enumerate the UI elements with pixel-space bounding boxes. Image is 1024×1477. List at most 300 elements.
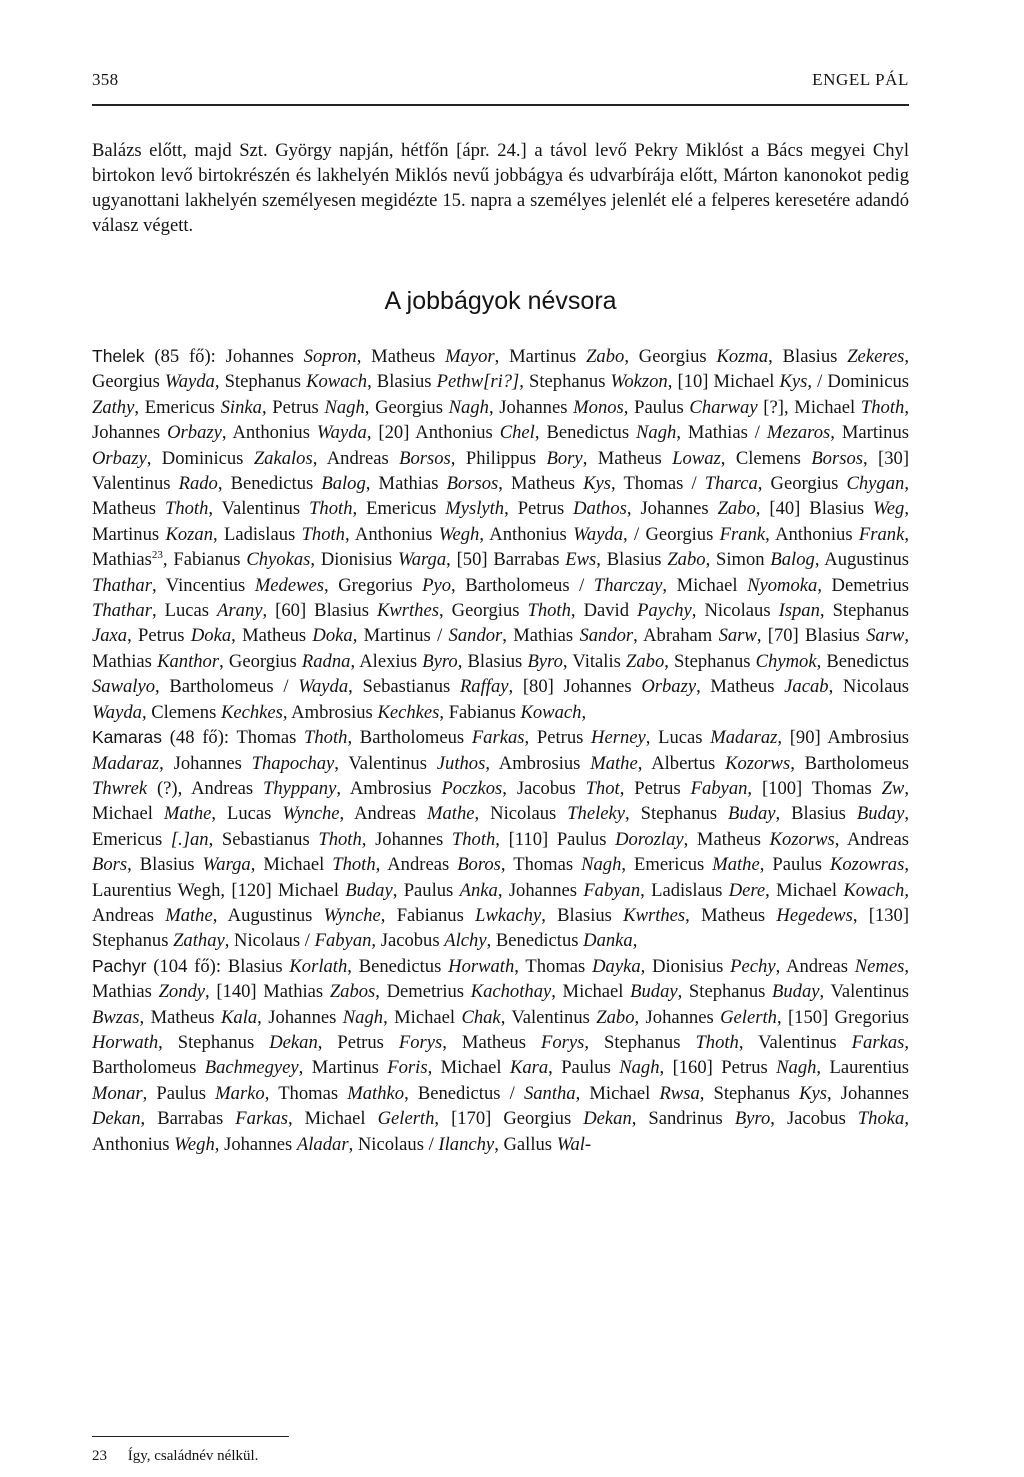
given-name-text: , Blasius: [768, 346, 848, 367]
given-name-text: , [80] Johannes: [508, 676, 642, 698]
given-name-text: (?), Andreas: [147, 777, 263, 799]
surname: Horwath: [92, 1031, 159, 1053]
given-name-text: , Ambrosius: [485, 752, 591, 774]
surname: Borsos: [811, 447, 863, 469]
surname: Thoth: [304, 727, 348, 749]
given-name-text: , Anthonius: [479, 523, 574, 545]
surname: Kozma: [716, 346, 769, 367]
given-name-text: , Matheus: [139, 1006, 221, 1028]
given-name-text: , Lucas: [645, 727, 711, 749]
given-name-text: , Thomas /: [611, 473, 705, 495]
surname: Sarw: [718, 625, 757, 647]
surname: Thoth: [309, 498, 353, 520]
surname: Wokzon: [610, 371, 668, 393]
given-name-text: , Stephanus: [584, 1031, 696, 1053]
given-name-text: , Ladislaus: [213, 523, 302, 545]
place-name: Pachyr: [92, 955, 147, 976]
surname: Kwrthes: [623, 904, 686, 926]
given-name-text: , Sebastianus: [208, 828, 319, 850]
given-name-text: , Benedictus: [347, 955, 449, 977]
surname: Sarw: [866, 625, 905, 647]
given-name-text: , Valentinus: [738, 1031, 852, 1053]
given-name-text: , Abraham: [633, 625, 719, 647]
surname: Warga: [202, 854, 251, 876]
surname: Chymok: [755, 650, 817, 672]
surname: Zakalos: [253, 447, 313, 469]
given-name-text: , Anthonius: [344, 523, 439, 545]
given-name-text: , Martinus: [830, 422, 909, 444]
surname: Buday: [630, 981, 678, 1003]
surname: Doka: [190, 625, 232, 647]
surname: Arany: [217, 600, 263, 622]
surname: Chygan: [846, 473, 905, 495]
given-name-text: , Emericus: [92, 803, 910, 850]
given-name-text: , Matheus: [231, 625, 313, 647]
entry-names: [92, 727, 909, 951]
surname: Rado: [178, 473, 218, 495]
surname: Kozorws: [769, 828, 835, 850]
surname: Nagh: [619, 1057, 660, 1079]
surname: Raffay: [459, 676, 509, 698]
given-name-text: , Petrus: [524, 727, 592, 749]
given-name-text: , Petrus: [127, 625, 191, 647]
given-name-text: , Georgius: [364, 396, 449, 418]
surname: Alchy: [444, 930, 487, 952]
surname: Jaxa: [92, 625, 128, 647]
given-name-text: , Emericus: [621, 854, 713, 876]
given-name-text: , Dionisius: [640, 955, 731, 977]
given-name-text: , Petrus: [504, 498, 574, 520]
given-name-text: , [90] Ambrosius: [777, 727, 909, 749]
given-name-text: , Michael: [575, 1082, 660, 1104]
given-name-text: , Paulus: [142, 1082, 216, 1104]
given-name-text: , Johannes: [214, 1133, 297, 1155]
given-name-text: , Michael: [765, 879, 844, 901]
surname: Ispan: [778, 600, 820, 622]
given-name-text: , Martinus: [92, 498, 909, 545]
surname: Madaraz: [710, 727, 778, 749]
given-name-text: , Thomas: [514, 955, 593, 977]
surname: Kozan: [165, 523, 213, 545]
place-name: Kamaras: [92, 727, 163, 748]
surname: Kozowras: [829, 854, 905, 876]
given-name-text: , Johannes: [257, 1006, 343, 1028]
surname: Ilanchy: [438, 1133, 495, 1155]
given-name-text: , Matheus: [92, 473, 909, 520]
surname: Zabo: [596, 1006, 635, 1028]
given-name-text: , Stephanus: [677, 981, 773, 1003]
given-name-text: , Stephanus: [819, 600, 910, 622]
surname: Buday: [345, 879, 393, 901]
surname: Nagh: [776, 1057, 817, 1079]
surname: Charway: [689, 396, 758, 418]
surname: Monos: [573, 396, 624, 418]
surname: Tharca: [704, 473, 758, 495]
surname: Boros: [457, 854, 501, 876]
given-name-text: , Laurentius: [816, 1057, 909, 1079]
surname: Myslyth: [445, 498, 505, 520]
given-name-text: , Vitalis: [562, 650, 627, 672]
given-name-text: , Matheus: [356, 346, 446, 367]
given-name-text: , Andreas: [312, 447, 400, 469]
given-name-text: , Clemens: [141, 701, 221, 723]
surname: Nyomoka: [747, 574, 818, 596]
given-name-text: , Anthonius: [765, 523, 859, 545]
surname: Doka: [312, 625, 353, 647]
surname: Sopron: [303, 346, 357, 367]
surname: Kachothay: [470, 981, 552, 1003]
given-name-text: , Blasius: [367, 371, 437, 393]
given-name-text: , Michael: [383, 1006, 462, 1028]
given-name-text: ,: [581, 701, 587, 723]
surname: Kys: [583, 473, 612, 495]
surname: Byro: [734, 1108, 771, 1130]
given-name-text: , Nicolaus: [828, 676, 909, 698]
surname: Bachmegyey: [204, 1057, 299, 1079]
given-name-text: , / Georgius: [623, 523, 720, 545]
given-name-text: , Stephanus: [214, 371, 307, 393]
given-name-text: , Johannes: [361, 828, 452, 850]
surname: Santha: [523, 1082, 576, 1104]
surname: Wegh: [438, 523, 480, 545]
surname: Tharczay: [593, 574, 663, 596]
surname: Thoth: [332, 854, 376, 876]
given-name-text: , [10] Michael: [667, 371, 780, 393]
surname: Zathy: [92, 396, 135, 418]
given-name-text: , Dionisius: [310, 549, 398, 571]
surname: Farkas: [851, 1031, 905, 1053]
given-name-text: , Clemens: [720, 447, 812, 469]
surname: Horwath: [448, 955, 515, 977]
surname: Aladar: [296, 1133, 349, 1155]
given-name-text: , Georgius: [624, 346, 717, 367]
surname: Kozorws: [725, 752, 791, 774]
surname: Wynche: [282, 803, 340, 825]
given-name-text: , Johannes: [634, 1006, 721, 1028]
surname: Kys: [799, 1082, 828, 1104]
given-name-text: , Johannes: [497, 879, 584, 901]
surname: Kechkes: [220, 701, 283, 723]
surname: Pechy: [730, 955, 776, 977]
surname: Ews: [565, 549, 597, 571]
surname: Jacab: [784, 676, 829, 698]
surname: Mathe: [427, 803, 475, 825]
running-head: [92, 70, 909, 94]
surname: Thwrek: [92, 777, 148, 799]
surname: Mayor: [445, 346, 495, 367]
surname: Orbazy: [641, 676, 697, 698]
given-name-text: , Matheus: [582, 447, 673, 469]
surname: Thoth: [695, 1031, 739, 1053]
surname: Borsos: [446, 473, 499, 495]
surname: Wayda: [92, 701, 142, 723]
surname: Sinka: [220, 396, 262, 418]
given-name-text: , Ladislaus: [640, 879, 729, 901]
surname: Kanthor: [157, 650, 220, 672]
surname: Thoth: [860, 396, 905, 418]
surname: Zabos: [329, 981, 376, 1003]
surname: Nagh: [448, 396, 489, 418]
given-name-text: , Andreas: [339, 803, 428, 825]
given-name-text: , Philippus: [450, 447, 547, 469]
surname: Wal-: [556, 1133, 592, 1155]
given-name-text: , Simon: [705, 549, 771, 571]
surname: Nagh: [324, 396, 365, 418]
given-name-text: Thomas: [229, 727, 305, 749]
given-name-text: , Mathias: [92, 523, 909, 571]
surname: Orbazy: [92, 447, 147, 469]
person-count: (104 fő):: [153, 955, 222, 977]
surname: Foris: [387, 1057, 428, 1079]
given-name-text: , [70] Blasius: [756, 625, 867, 647]
surname: Kowach: [306, 371, 368, 393]
given-name-text: , Jacobus: [502, 777, 586, 799]
given-name-text: , Johannes: [92, 396, 909, 444]
surname: Bors: [92, 854, 128, 876]
surname: Thyppany: [262, 777, 337, 799]
surname: Buday: [856, 803, 905, 825]
surname: Thathar: [92, 600, 152, 622]
given-name-text: , Ambrosius: [282, 701, 378, 723]
surname: Wayda: [298, 676, 349, 698]
given-name-text: , Blasius: [775, 803, 857, 825]
surname: Mathe: [165, 904, 213, 926]
given-name-text: [?], Michael: [757, 396, 861, 418]
surname: Balog: [770, 549, 815, 571]
surname: Dekan: [269, 1031, 318, 1053]
surname: Mathe: [712, 854, 760, 876]
given-name-text: , [30] Valentinus: [92, 447, 910, 495]
surname: Kara: [509, 1057, 549, 1079]
footnote-ref: 23: [151, 549, 163, 562]
given-name-text: , Sandrinus: [631, 1108, 735, 1130]
given-name-text: , Nicolaus: [691, 600, 779, 622]
surname: Thoth: [451, 828, 496, 850]
surname: Zekeres: [847, 346, 905, 367]
surname: Thathar: [92, 574, 152, 596]
surname: Herney: [591, 727, 646, 749]
surname: Sawalyo: [92, 676, 156, 698]
given-name-text: , Matheus: [498, 473, 584, 495]
given-name-text: , Augustinus: [814, 549, 909, 571]
entry-paragraph-1: [92, 725, 909, 954]
surname: Fabyan: [690, 777, 748, 799]
surname: Poczkos: [441, 777, 503, 799]
surname: Hegedews: [776, 904, 853, 926]
given-name-text: , [150] Gregorius: [776, 1006, 909, 1028]
given-name-text: , Bartholomeus: [347, 727, 472, 749]
given-name-text: , Jacobus: [371, 930, 445, 952]
given-name-text: , Fabianus: [439, 701, 521, 723]
given-name-text: , Matheus: [683, 828, 770, 850]
surname: Kala: [221, 1006, 258, 1028]
given-name-text: , Benedictus /: [404, 1082, 524, 1104]
given-name-text: , [100] Thomas: [747, 777, 882, 799]
place-name: Thelek: [92, 346, 145, 366]
given-name-text: , Mathias: [502, 625, 580, 647]
given-name-text: , Benedictus: [816, 650, 910, 672]
surname: Zondy: [158, 981, 206, 1003]
surname: Dayka: [592, 955, 641, 977]
given-name-text: , Bartholomeus /: [451, 574, 594, 596]
surname: Byro: [527, 650, 563, 672]
surname: Mathe: [590, 752, 638, 774]
surname: Fabyan: [583, 879, 641, 901]
given-name-text: , Georgius: [757, 473, 847, 495]
surname: Sandor: [448, 625, 503, 647]
given-name-text: , Martinus: [494, 346, 587, 367]
surname: Frank: [719, 523, 766, 545]
given-name-text: , Paulus: [759, 854, 830, 876]
given-name-text: , Vincentius: [151, 574, 255, 596]
given-name-text: , Dominicus: [146, 447, 254, 469]
surname: Fabyan: [314, 930, 372, 952]
given-name-text: , Andreas: [92, 879, 909, 926]
entry-paragraph-0: [92, 344, 909, 725]
given-name-text: , Benedictus: [486, 930, 584, 952]
given-name-text: , Demetrius: [817, 574, 909, 596]
given-name-text: , Martinus: [298, 1057, 388, 1079]
surname: Kechkes: [377, 701, 440, 723]
given-name-text: , Anthonius: [221, 422, 317, 444]
given-name-text: , Blasius: [596, 549, 668, 571]
given-name-text: , Mathias: [365, 473, 447, 495]
given-name-text: , Valentinus: [500, 1006, 597, 1028]
surname: Juthos: [436, 752, 486, 774]
surname: Korlath: [289, 955, 348, 977]
surname: Mathko: [347, 1082, 405, 1104]
given-name-text: , Blasius: [541, 904, 624, 926]
given-name-text: , Jacobus: [770, 1108, 858, 1130]
given-name-text: , Michael: [287, 1108, 378, 1130]
surname: Bory: [546, 447, 583, 469]
surname: Lowaz: [672, 447, 721, 469]
given-name-text: , [160] Petrus: [659, 1057, 777, 1079]
surname: Paychy: [637, 600, 692, 622]
surname: Frank: [858, 523, 905, 545]
surname: Balog: [321, 473, 366, 495]
given-name-text: , Gallus: [494, 1133, 557, 1155]
surname: Wayda: [164, 371, 215, 393]
given-name-text: , Michael: [250, 854, 333, 876]
given-name-text: , Stephanus: [625, 803, 729, 825]
given-name-text: , Petrus: [261, 396, 325, 418]
person-count: (85 fő):: [154, 346, 216, 367]
given-name-text: , Ambrosius: [336, 777, 442, 799]
given-name-text: , Johannes: [626, 498, 718, 520]
given-name-text: , Blasius: [457, 650, 528, 672]
given-name-text: , Stephanus: [158, 1031, 270, 1053]
surname: Dekan: [92, 1108, 141, 1130]
surname: Thoth: [164, 498, 209, 520]
surname: Radna: [301, 650, 351, 672]
given-name-text: , Valentinus: [819, 981, 910, 1003]
given-name-text: , Benedictus: [217, 473, 322, 495]
given-name-text: , Andreas: [775, 955, 855, 977]
given-name-text: , David: [570, 600, 638, 622]
footnote-rule: [92, 1436, 289, 1437]
entry-paragraph-2: [92, 954, 909, 1157]
given-name-text: , Matheus: [442, 1031, 541, 1053]
given-name-text: , Valentinus: [334, 752, 437, 774]
given-name-text: , Fabianus: [162, 549, 247, 571]
intro-paragraph: Balázs előtt, majd Szt. György napján, hétfőn [ápr. 24.] a távol levő Pekry Miklóst a Bács megyei Chyl birtokon levő birtokrészén és lakhelyén Miklós nevű jobbágya és udvarbírája előtt, Márton kanonokot pedig ugyanottani lakhelyén személyesen megidézte 15. napra a személyes jelenlét elé a felperes keresetére adandó válasz végett.: [92, 140, 909, 236]
surname: Pyo: [422, 574, 452, 596]
given-name-text: , Thomas: [264, 1082, 348, 1104]
surname: Wayda: [573, 523, 624, 545]
surname: Medewes: [254, 574, 324, 596]
given-name-text: , [170] Georgius: [434, 1108, 584, 1130]
surname: Wegh: [174, 1133, 215, 1155]
surname: Nagh: [342, 1006, 384, 1028]
surname: Zabo: [586, 346, 625, 367]
surname: Borsos: [399, 447, 451, 469]
surname: Zabo: [667, 549, 706, 571]
given-name-text: , Lucas: [211, 803, 283, 825]
given-name-text: , Stephanus: [664, 650, 756, 672]
surname: Nagh: [636, 422, 677, 444]
person-count: (48 fő):: [169, 727, 230, 749]
running-author: ENGEL PÁL: [812, 70, 909, 89]
given-name-text: ,: [632, 930, 638, 952]
given-name-text: , Paulus: [392, 879, 460, 901]
given-name-text: , Valentinus: [208, 498, 310, 520]
surname: Anka: [459, 879, 498, 901]
surname: Dorozlay: [615, 828, 684, 850]
surname: Thoth: [527, 600, 571, 622]
given-name-text: , Michael: [662, 574, 748, 596]
surname: Chel: [499, 422, 535, 444]
given-name-text: , Johannes: [488, 396, 574, 418]
given-name-text: , [50] Barrabas: [446, 549, 566, 571]
surname: Zabo: [626, 650, 665, 672]
surname: Chak: [461, 1006, 501, 1028]
surname: Kowach: [843, 879, 905, 901]
given-name-text: , Benedictus: [534, 422, 637, 444]
given-name-text: , Nicolaus: [474, 803, 568, 825]
given-name-text: , Blasius: [127, 854, 203, 876]
surname: Bwzas: [92, 1006, 140, 1028]
surname: Wayda: [316, 422, 367, 444]
surname: Zathay: [173, 930, 225, 952]
surname: Rwsa: [659, 1082, 700, 1104]
surname: Warga: [397, 549, 447, 571]
surname: Kowach: [520, 701, 582, 723]
given-name-text: , Mathias: [92, 625, 909, 672]
page-number: 358: [92, 70, 119, 89]
name-list-body: [92, 344, 909, 1157]
given-name-text: , Stephanus: [519, 371, 611, 393]
given-name-text: , Nicolaus /: [348, 1133, 439, 1155]
given-name-text: , Petrus: [317, 1031, 399, 1053]
surname: Thot: [585, 777, 620, 799]
given-name-text: Blasius: [221, 955, 290, 977]
given-name-text: , Paulus: [623, 396, 690, 418]
surname: Pethw[ri?]: [436, 371, 520, 393]
surname: Monar: [92, 1082, 143, 1104]
surname: Zabo: [717, 498, 756, 520]
entry-names: [92, 956, 909, 1155]
given-name-text: , [20] Anthonius: [366, 422, 500, 444]
surname: Farkas: [235, 1108, 288, 1130]
given-name-text: , Emericus: [352, 498, 446, 520]
given-name-text: , Bartholomeus /: [155, 676, 299, 698]
surname: Kwrthes: [376, 600, 439, 622]
surname: Thoka: [857, 1108, 905, 1130]
given-name-text: , Paulus: [548, 1057, 620, 1079]
given-name-text: , Thomas: [500, 854, 582, 876]
surname: Zw: [881, 777, 905, 799]
